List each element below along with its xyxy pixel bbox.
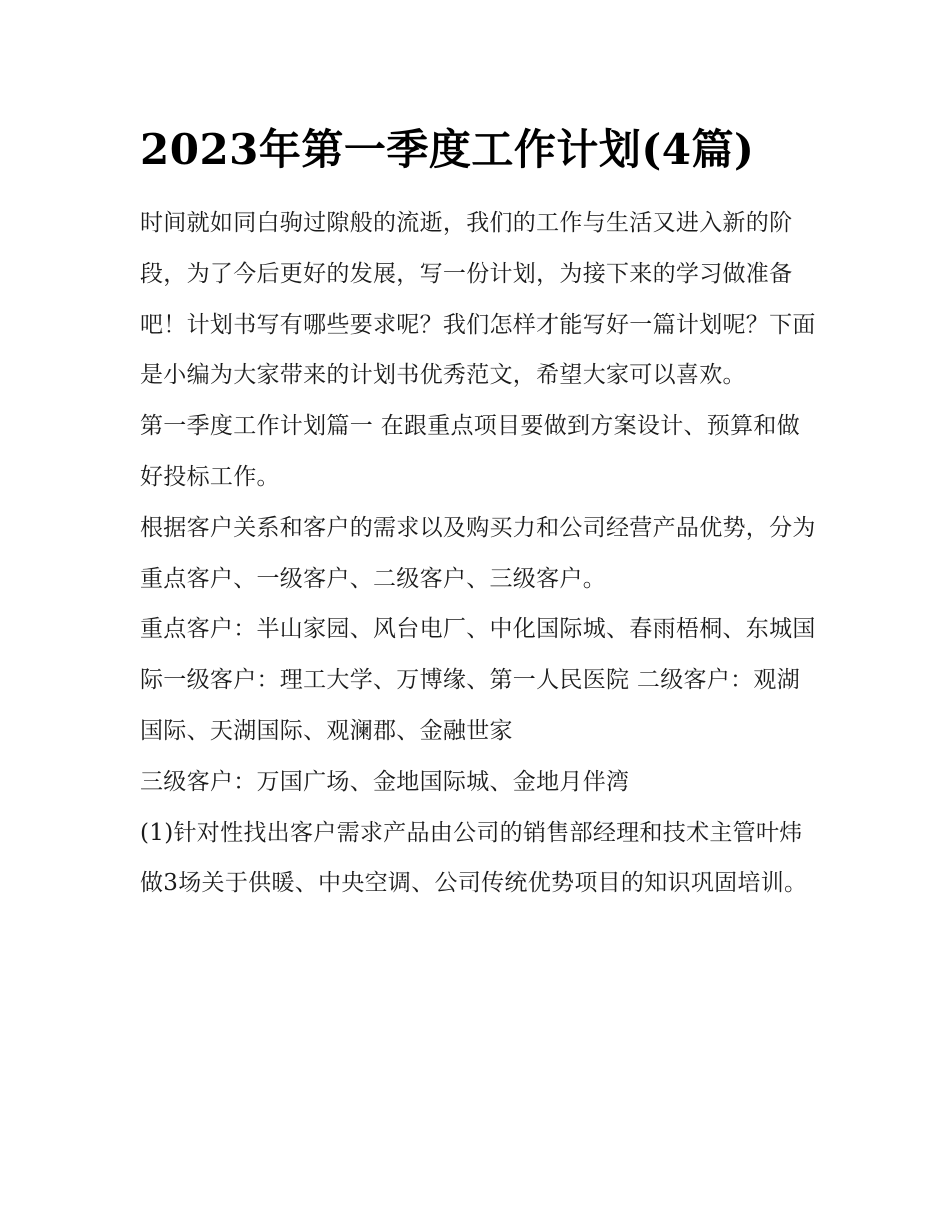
document-body xyxy=(140,198,820,909)
document-page xyxy=(140,118,820,909)
paragraph-key-customers: 重点客户：半山家园、风台电厂、中化国际城、春雨梧桐、东城国际一级客户：理工大学、万博缘、第一人民医院 二级客户：观湖国际、天湖国际、观澜郡、金融世家 xyxy=(140,616,816,744)
paragraph-plan-one: 第一季度工作计划篇一 在跟重点项目要做到方案设计、预算和做好投标工作。 xyxy=(140,413,801,490)
document-title: 2023年第一季度工作计划(4篇) xyxy=(140,125,755,174)
paragraph-customer-tiers: 根据客户关系和客户的需求以及购买力和公司经营产品优势，分为重点客户、一级客户、二级客户、三级客户。 xyxy=(140,514,816,592)
paragraph-intro: 时间就如同白驹过隙般的流逝，我们的工作与生活又进入新的阶段，为了今后更好的发展，写一份计划，为接下来的学习做准备吧！计划书写有哪些要求呢？我们怎样才能写好一篇计划呢？下面是小编为大家带来的计划书优秀范文，希望大家可以喜欢。 xyxy=(140,210,816,389)
paragraph-tier-three-customers: 三级客户：万国广场、金地国际城、金地月伴湾 xyxy=(140,768,630,795)
paragraph-training: (1)针对性找出客户需求产品由公司的销售部经理和技术主管叶炜做3场关于供暖、中央空调、公司传统优势项目的知识巩固培训。 xyxy=(140,819,808,897)
